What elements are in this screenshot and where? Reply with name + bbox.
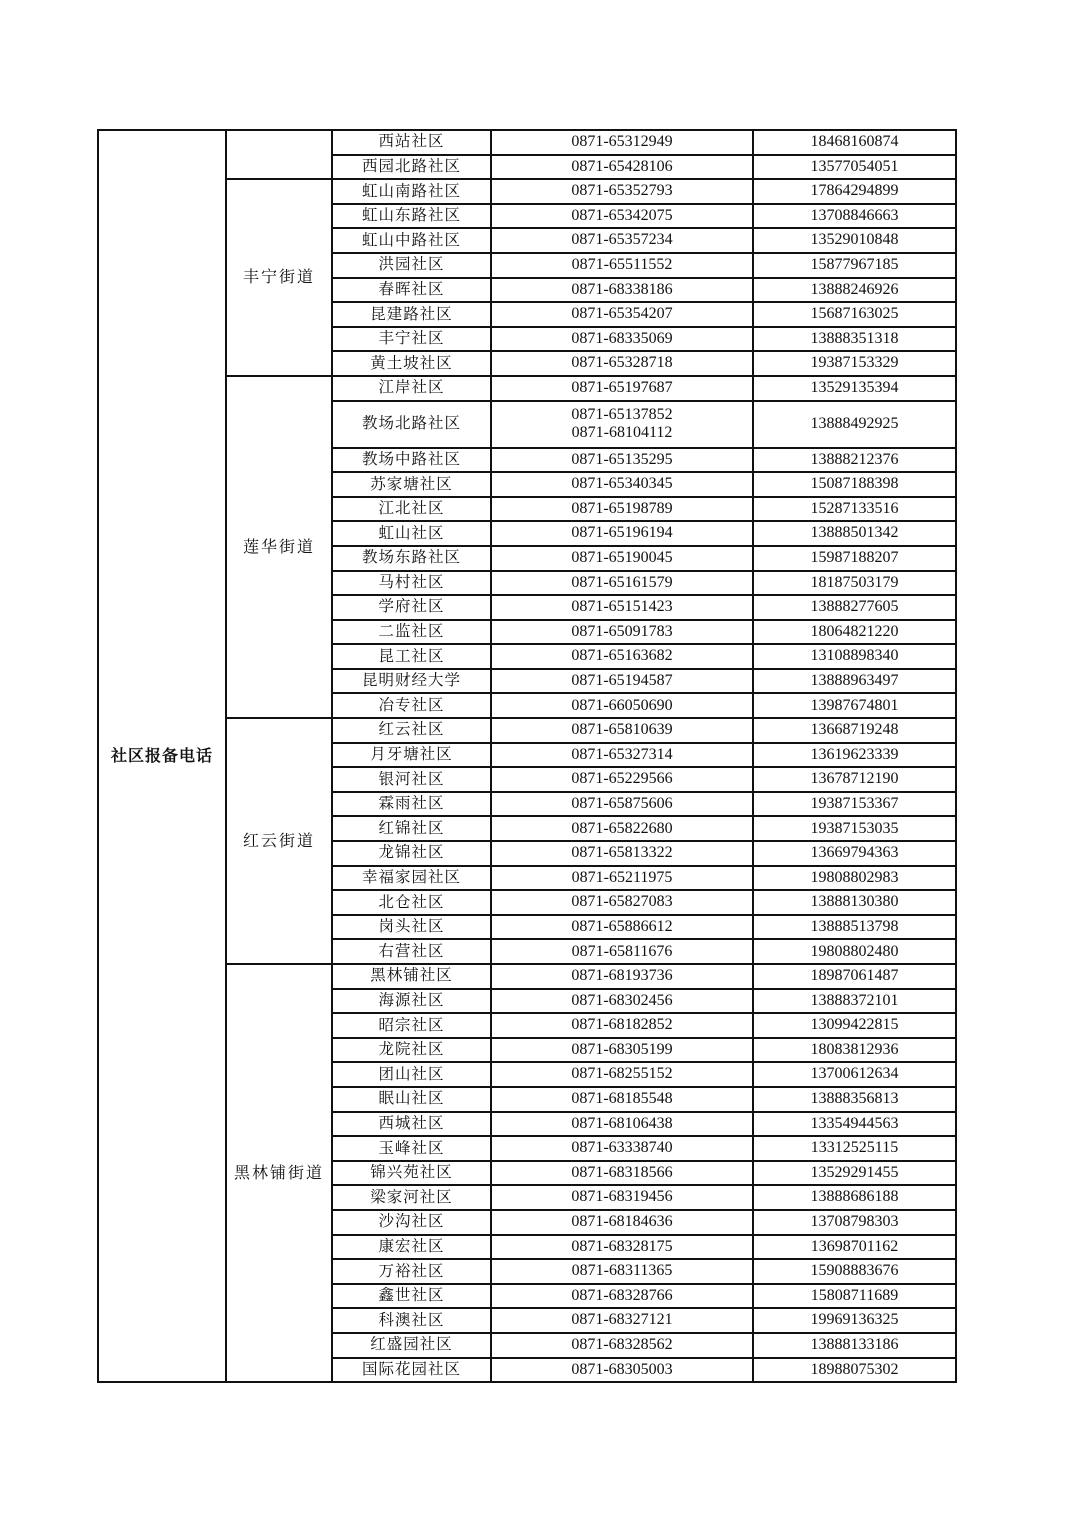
- landline-number: 0871-65151423: [571, 598, 673, 616]
- street-cell: 丰宁街道: [226, 179, 332, 376]
- landline-cell: [491, 546, 753, 571]
- table-row: [98, 179, 956, 204]
- landline-cell: [491, 1087, 753, 1112]
- mobile-cell: 13888133186: [753, 1333, 956, 1358]
- landline-number: 0871-65229566: [571, 770, 673, 788]
- mobile-cell: 13700612634: [753, 1062, 956, 1087]
- landline-number: 0871-65198789: [571, 499, 673, 517]
- community-name-cell: 昆明财经大学: [332, 669, 491, 694]
- landline-cell: [491, 1185, 753, 1210]
- community-name-cell: 北仓社区: [332, 890, 491, 915]
- landline-number: 0871-68255152: [571, 1065, 673, 1083]
- landline-cell: [491, 915, 753, 940]
- mobile-cell: 13698701162: [753, 1235, 956, 1260]
- mobile-cell: 18987061487: [753, 964, 956, 989]
- mobile-cell: 13529010848: [753, 228, 956, 253]
- landline-cell: [491, 1062, 753, 1087]
- community-name-cell: 洪园社区: [332, 253, 491, 278]
- landline-number: 0871-68305003: [571, 1360, 673, 1378]
- community-name-cell: 苏家塘社区: [332, 472, 491, 497]
- mobile-cell: 15877967185: [753, 253, 956, 278]
- mobile-cell: 13888963497: [753, 669, 956, 694]
- community-name-cell: 海源社区: [332, 989, 491, 1014]
- mobile-cell: 13108898340: [753, 644, 956, 669]
- landline-cell: [491, 816, 753, 841]
- landline-cell: [491, 571, 753, 596]
- landline-cell: [491, 1210, 753, 1235]
- landline-number: 0871-65810639: [571, 721, 673, 739]
- landline-cell: [491, 130, 753, 155]
- landline-cell: [491, 278, 753, 303]
- landline-cell: [491, 595, 753, 620]
- landline-cell: [491, 327, 753, 352]
- community-name-cell: 银河社区: [332, 767, 491, 792]
- landline-number: 0871-65190045: [571, 549, 673, 566]
- community-name-cell: 岗头社区: [332, 915, 491, 940]
- community-name-cell: 江北社区: [332, 497, 491, 522]
- mobile-cell: 13099422815: [753, 1013, 956, 1038]
- landline-number: 0871-65340345: [571, 475, 673, 493]
- community-name-cell: 虹山南路社区: [332, 179, 491, 204]
- landline-number: 0871-65822680: [571, 819, 673, 837]
- table-row: [98, 376, 956, 401]
- landline-cell: [491, 351, 753, 376]
- mobile-cell: 18988075302: [753, 1358, 956, 1383]
- community-name-cell: 虹山社区: [332, 521, 491, 546]
- landline-cell: [491, 743, 753, 768]
- landline-number: 0871-68193736: [571, 967, 673, 985]
- community-name-cell: 科澳社区: [332, 1308, 491, 1333]
- community-name-cell: 昆工社区: [332, 644, 491, 669]
- mobile-cell: 13669794363: [753, 841, 956, 866]
- mobile-cell: 19387153329: [753, 351, 956, 376]
- community-name-cell: 虹山中路社区: [332, 228, 491, 253]
- landline-number: 0871-68327121: [571, 1311, 673, 1329]
- mobile-cell: 15287133516: [753, 497, 956, 522]
- landline-cell: [491, 1038, 753, 1063]
- landline-cell: [491, 376, 753, 401]
- mobile-cell: 15687163025: [753, 302, 956, 327]
- landline-cell: [491, 1112, 753, 1137]
- landline-number: 0871-65211975: [571, 868, 673, 886]
- mobile-cell: 18468160874: [753, 130, 956, 155]
- landline-number: 0871-65196194: [571, 524, 673, 542]
- mobile-cell: 13354944563: [753, 1112, 956, 1137]
- table-row: [98, 718, 956, 743]
- community-name-cell: 玉峰社区: [332, 1136, 491, 1161]
- community-name-cell: 霖雨社区: [332, 792, 491, 817]
- landline-number: 0871-63338740: [571, 1139, 673, 1157]
- community-name-cell: 虹山东路社区: [332, 204, 491, 229]
- landline-cell: [491, 155, 753, 180]
- landline-cell: [491, 718, 753, 743]
- landline-number: 0871-65827083: [571, 893, 673, 911]
- landline-cell: [491, 620, 753, 645]
- mobile-cell: 19387153035: [753, 816, 956, 841]
- landline-number: 0871-65194587: [571, 671, 673, 689]
- landline-number: 0871-65886612: [571, 917, 673, 935]
- landline-number: 0871-65197687: [571, 379, 673, 397]
- landline-cell: [491, 228, 753, 253]
- landline-cell: [491, 1358, 753, 1383]
- landline-cell: [491, 1308, 753, 1333]
- community-name-cell: 眠山社区: [332, 1087, 491, 1112]
- street-cell: 红云街道: [226, 718, 332, 964]
- landline-number: 0871-65328718: [571, 354, 673, 372]
- community-name-cell: 沙沟社区: [332, 1210, 491, 1235]
- community-name-cell: 锦兴苑社区: [332, 1161, 491, 1186]
- landline-cell: [491, 1333, 753, 1358]
- landline-number: 0871-68328562: [571, 1336, 673, 1353]
- mobile-cell: 13888513798: [753, 915, 956, 940]
- landline-cell: [491, 989, 753, 1014]
- mobile-cell: 17864294899: [753, 179, 956, 204]
- landline-cell: [491, 669, 753, 694]
- landline-cell: [491, 401, 753, 448]
- landline-number: 0871-68311365: [571, 1262, 673, 1280]
- community-phone-table: [97, 129, 957, 1383]
- landline-number: 0871-65813322: [571, 844, 673, 862]
- mobile-cell: 18064821220: [753, 620, 956, 645]
- community-name-cell: 团山社区: [332, 1062, 491, 1087]
- landline-cell: [491, 792, 753, 817]
- mobile-cell: 13708846663: [753, 204, 956, 229]
- mobile-cell: 13668719248: [753, 718, 956, 743]
- landline-number: 0871-65327314: [571, 745, 673, 763]
- landline-cell: [491, 1235, 753, 1260]
- landline-cell: [491, 841, 753, 866]
- community-name-cell: 龙锦社区: [332, 841, 491, 866]
- landline-number: 0871-65354207: [571, 305, 673, 323]
- community-name-cell: 红盛园社区: [332, 1333, 491, 1358]
- landline-number: 0871-68318566: [571, 1163, 673, 1181]
- mobile-cell: 15808711689: [753, 1284, 956, 1309]
- community-name-cell: 冶专社区: [332, 693, 491, 718]
- landline-cell: [491, 204, 753, 229]
- table-row: [98, 130, 956, 155]
- landline-number: 0871-65163682: [571, 647, 673, 665]
- landline-number: 0871-65511552: [571, 256, 673, 274]
- mobile-cell: 13888501342: [753, 521, 956, 546]
- mobile-cell: 13678712190: [753, 767, 956, 792]
- mobile-cell: 13312525115: [753, 1136, 956, 1161]
- street-cell: 莲华街道: [226, 376, 332, 718]
- community-name-cell: 万裕社区: [332, 1259, 491, 1284]
- mobile-cell: 13529291455: [753, 1161, 956, 1186]
- community-name-cell: 黑林铺社区: [332, 964, 491, 989]
- street-cell: [226, 130, 332, 179]
- landline-cell: [491, 644, 753, 669]
- landline-number: 0871-65342075: [571, 206, 673, 224]
- mobile-cell: 13888277605: [753, 595, 956, 620]
- landline-number: 0871-65312949: [571, 133, 673, 151]
- landline-number: 0871-68335069: [571, 329, 673, 347]
- mobile-cell: 15908883676: [753, 1259, 956, 1284]
- mobile-cell: 19387153367: [753, 792, 956, 817]
- landline-number: 0871-65357234: [571, 231, 673, 249]
- mobile-cell: 19969136325: [753, 1308, 956, 1333]
- community-name-cell: 江岸社区: [332, 376, 491, 401]
- community-name-cell: 春晖社区: [332, 278, 491, 303]
- landline-number: 0871-68185548: [571, 1090, 673, 1108]
- landline-cell: [491, 302, 753, 327]
- landline-cell: [491, 1013, 753, 1038]
- landline-number: 0871-68338186: [571, 280, 673, 298]
- mobile-cell: 13577054051: [753, 155, 956, 180]
- landline-cell: [491, 939, 753, 964]
- landline-number: 0871-68184636: [571, 1213, 673, 1231]
- community-name-cell: 教场东路社区: [332, 546, 491, 571]
- category-cell: 社区报备电话: [98, 130, 226, 1382]
- landline-number: 0871-68182852: [571, 1016, 673, 1034]
- table-row: [98, 964, 956, 989]
- mobile-cell: 13888130380: [753, 890, 956, 915]
- community-name-cell: 月牙塘社区: [332, 743, 491, 768]
- landline-number: 0871-65135295: [571, 450, 673, 468]
- landline-cell: [491, 521, 753, 546]
- community-name-cell: 康宏社区: [332, 1235, 491, 1260]
- landline-cell: [491, 1161, 753, 1186]
- community-name-cell: 西站社区: [332, 130, 491, 155]
- mobile-cell: 19808802983: [753, 866, 956, 891]
- community-name-cell: 西城社区: [332, 1112, 491, 1137]
- mobile-cell: 13888372101: [753, 989, 956, 1014]
- mobile-cell: 13708798303: [753, 1210, 956, 1235]
- community-name-cell: 梁家河社区: [332, 1185, 491, 1210]
- community-name-cell: 丰宁社区: [332, 327, 491, 352]
- landline-cell: [491, 866, 753, 891]
- landline-number: 0871-68305199: [571, 1040, 673, 1058]
- community-name-cell: 昆建路社区: [332, 302, 491, 327]
- landline-cell: [491, 179, 753, 204]
- mobile-cell: 13987674801: [753, 693, 956, 718]
- landline-cell: [491, 448, 753, 473]
- landline-cell: [491, 693, 753, 718]
- landline-number: 0871-65091783: [571, 622, 673, 640]
- landline-number: 0871-68319456: [571, 1188, 673, 1206]
- landline-cell: [491, 472, 753, 497]
- landline-cell: [491, 767, 753, 792]
- community-name-cell: 鑫世社区: [332, 1284, 491, 1309]
- mobile-cell: 13888356813: [753, 1087, 956, 1112]
- landline-number: 0871-68328766: [571, 1286, 673, 1304]
- landline-number: 0871-68104112: [571, 424, 673, 442]
- landline-number: 0871-68302456: [571, 991, 673, 1009]
- landline-number: 0871-65875606: [571, 794, 673, 812]
- landline-number: 0871-68328175: [571, 1237, 673, 1255]
- community-name-cell: 西园北路社区: [332, 155, 491, 180]
- community-name-cell: 二监社区: [332, 620, 491, 645]
- mobile-cell: 13888686188: [753, 1185, 956, 1210]
- phone-table-page: [97, 129, 955, 1382]
- landline-cell: [491, 497, 753, 522]
- street-cell: 黑林铺街道: [226, 964, 332, 1382]
- mobile-cell: 18187503179: [753, 571, 956, 596]
- landline-number: 0871-65137852: [571, 405, 673, 423]
- community-name-cell: 昭宗社区: [332, 1013, 491, 1038]
- community-name-cell: 教场中路社区: [332, 448, 491, 473]
- mobile-cell: 13888246926: [753, 278, 956, 303]
- community-name-cell: 红锦社区: [332, 816, 491, 841]
- community-name-cell: 幸福家园社区: [332, 866, 491, 891]
- mobile-cell: 15087188398: [753, 472, 956, 497]
- landline-number: 0871-65811676: [571, 942, 673, 960]
- community-name-cell: 国际花园社区: [332, 1358, 491, 1383]
- landline-cell: [491, 890, 753, 915]
- community-name-cell: 教场北路社区: [332, 401, 491, 448]
- mobile-cell: 13888351318: [753, 327, 956, 352]
- landline-cell: [491, 964, 753, 989]
- mobile-cell: 13619623339: [753, 743, 956, 768]
- landline-number: 0871-65428106: [571, 157, 673, 175]
- mobile-cell: 13529135394: [753, 376, 956, 401]
- landline-number: 0871-66050690: [571, 696, 673, 714]
- landline-cell: [491, 1259, 753, 1284]
- mobile-cell: 13888492925: [753, 401, 956, 448]
- landline-number: 0871-68106438: [571, 1114, 673, 1132]
- community-name-cell: 学府社区: [332, 595, 491, 620]
- community-name-cell: 黄土坡社区: [332, 351, 491, 376]
- landline-cell: [491, 1136, 753, 1161]
- landline-cell: [491, 253, 753, 278]
- landline-number: 0871-65161579: [571, 573, 673, 591]
- community-name-cell: 龙院社区: [332, 1038, 491, 1063]
- landline-cell: [491, 1284, 753, 1309]
- mobile-cell: 18083812936: [753, 1038, 956, 1063]
- mobile-cell: 15987188207: [753, 546, 956, 571]
- community-name-cell: 马村社区: [332, 571, 491, 596]
- mobile-cell: 19808802480: [753, 939, 956, 964]
- community-name-cell: 红云社区: [332, 718, 491, 743]
- mobile-cell: 13888212376: [753, 448, 956, 473]
- landline-number: 0871-65352793: [571, 182, 673, 200]
- community-name-cell: 右营社区: [332, 939, 491, 964]
